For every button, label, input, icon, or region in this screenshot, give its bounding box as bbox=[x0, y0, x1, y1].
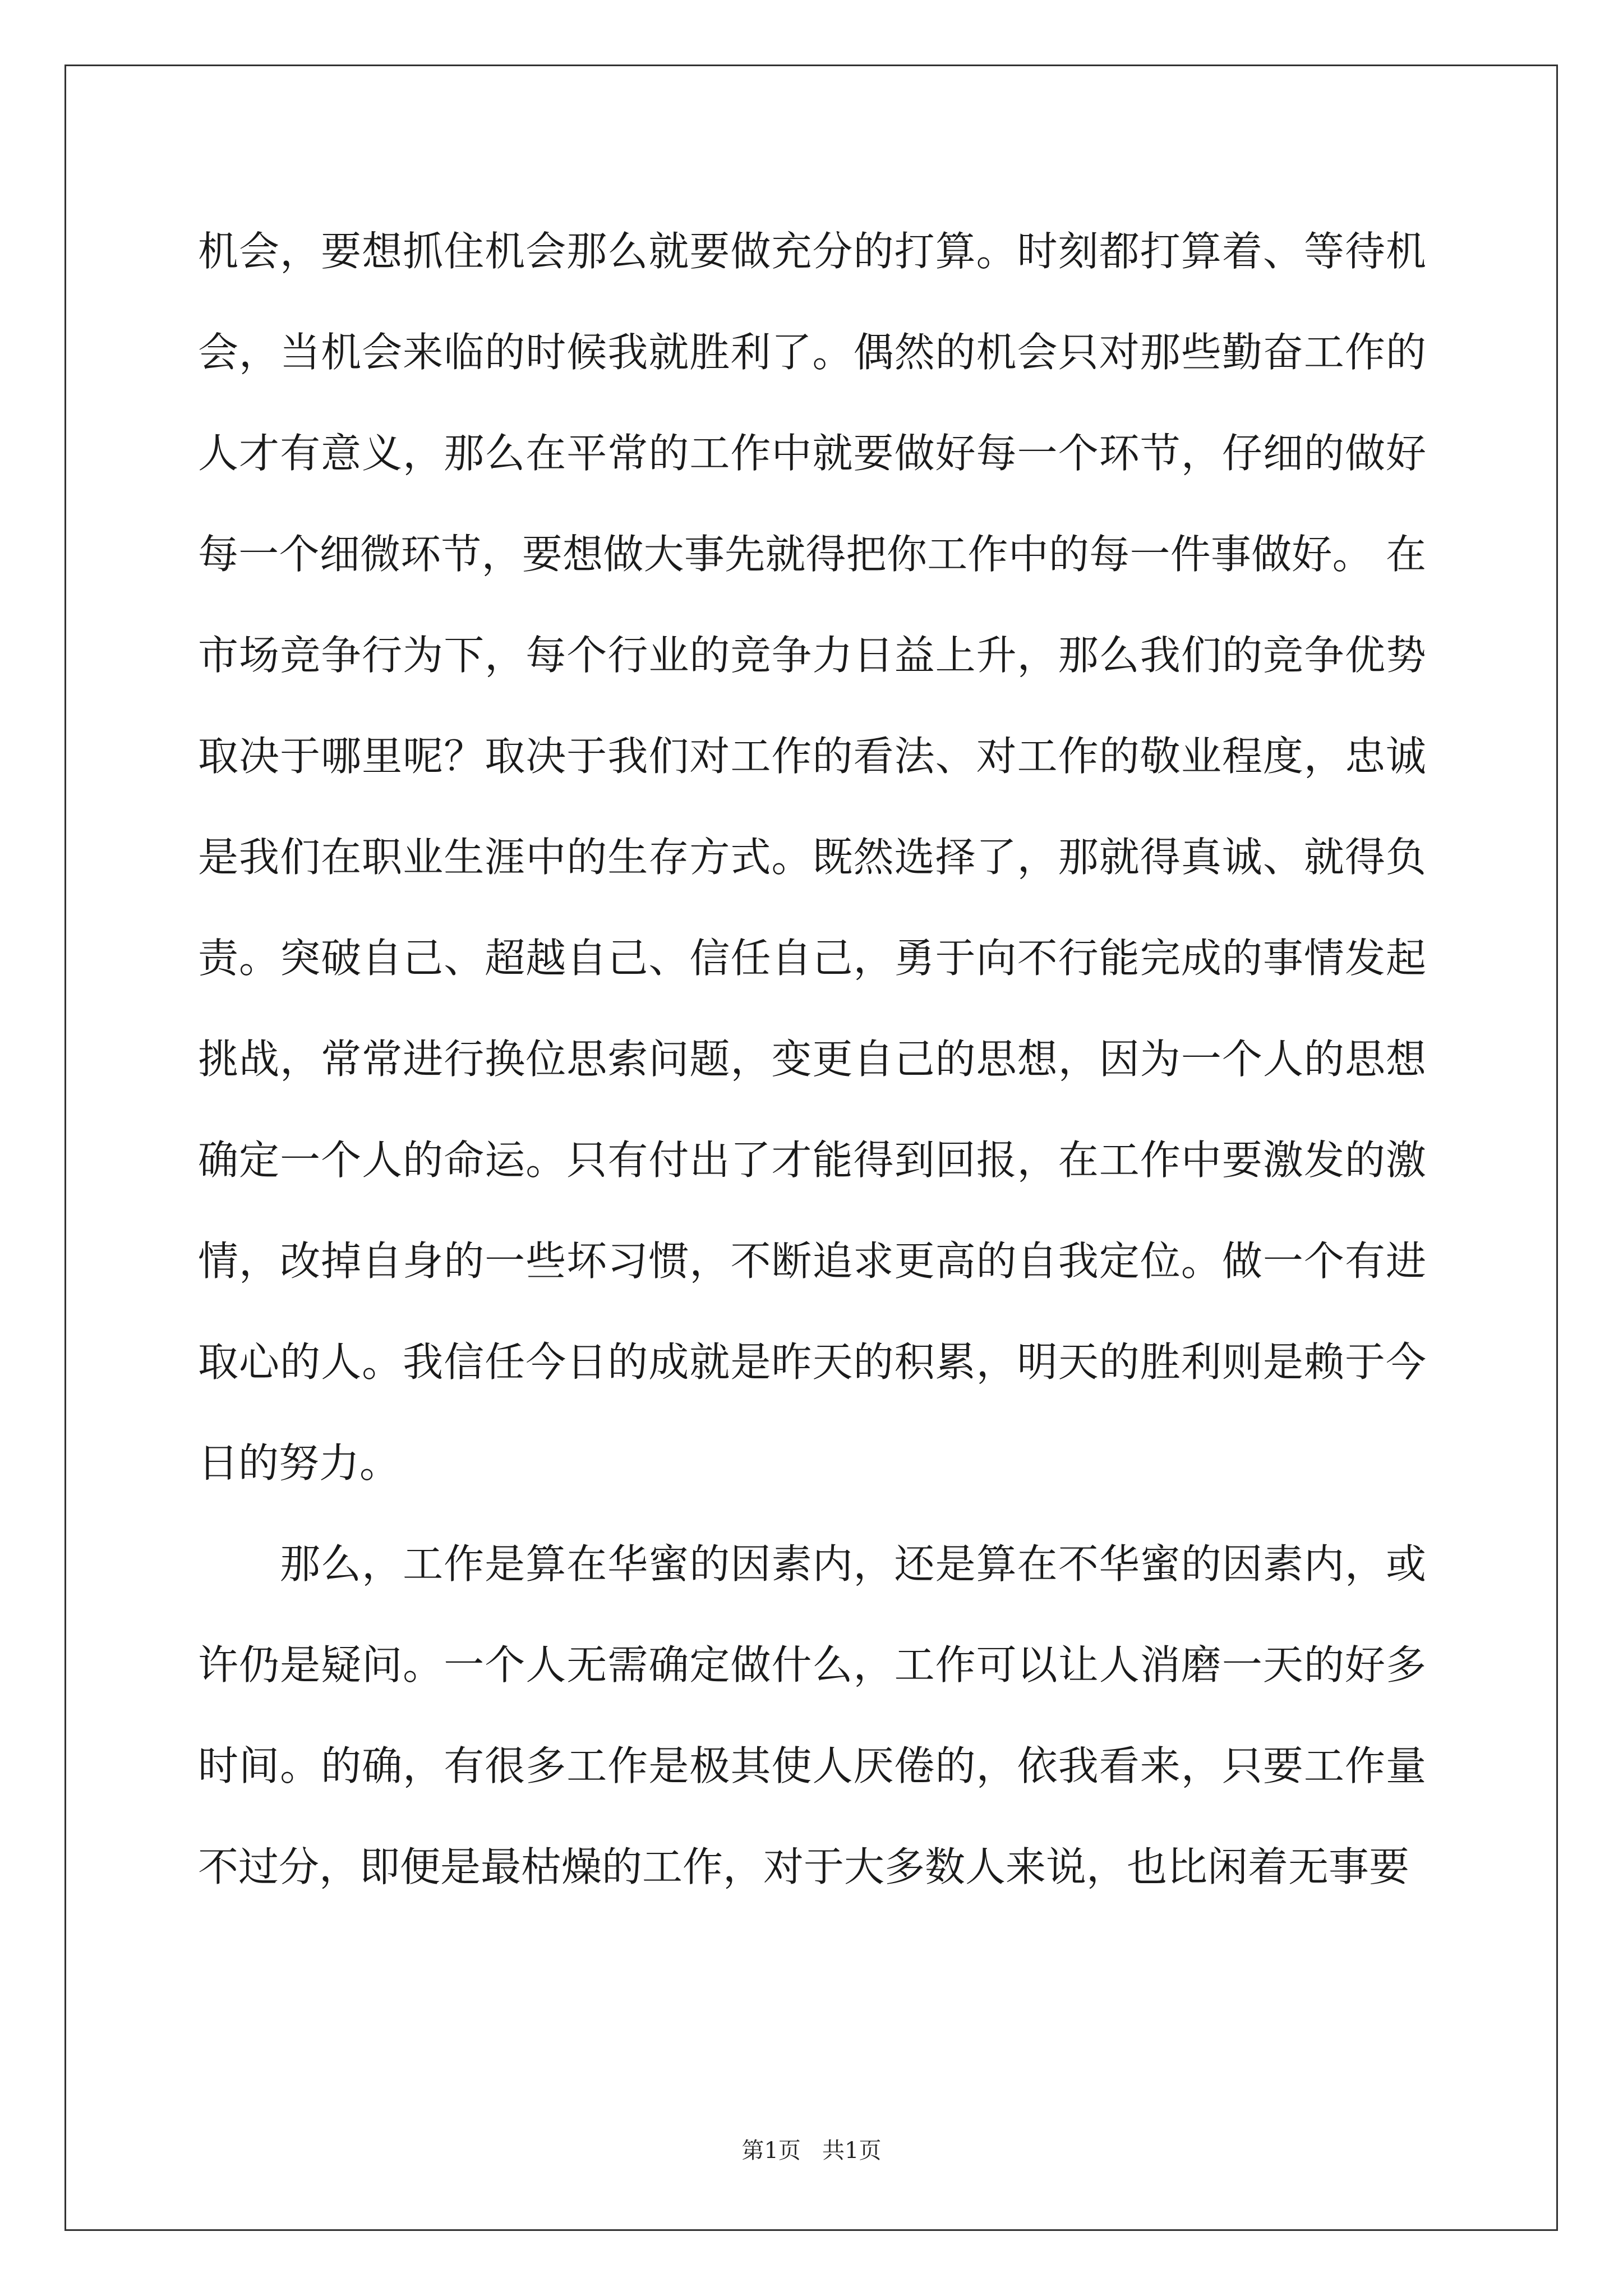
page-number-footer: 第1页 共1页 bbox=[741, 2138, 882, 2164]
paragraph-2: 那么，工作是算在华蜜的因素内，还是算在不华蜜的因素内，或许仍是疑问。一个人无需确定做什么，工作可以让人消磨一天的好多时间。的确，有很多工作是极其使人厌倦的，依我看来，只要工作量不过分，即便是最枯燥的工作，对于大多数人来说，也比闲着无事要 bbox=[198, 1540, 1426, 1890]
document-body bbox=[198, 201, 1426, 1917]
paragraph-1: 机会，要想抓住机会那么就要做充分的打算。时刻都打算着、等待机会，当机会来临的时候我就胜利了。偶然的机会只对那些勤奋工作的人才有意义，那么在平常的工作中就要做好每一个环节，仔细的做好每一个细微环节，要想做大事先就得把你工作中的每一件事做好。 在市场竞争行为下，每个行业的竞争力日益上升，那么我们的竞争优势取决于哪里呢？取决于我们对工作的看法、对工作的敬业程度，忠诚是我们在职业生涯中的生存方式。既然选择了，那就得真诚、就得负责。突破自己、超越自己、信任自己，勇于向不行能完成的事情发起挑战，常常进行换位思索问题，变更自己的思想，因为一个人的思想确定一个人的命运。只有付出了才能得到回报，在工作中要激发的激情，改掉自身的一些坏习惯，不断追求更高的自我定位。做一个有进取心的人。我信任今日的成就是昨天的积累，明天的胜利则是赖于今日的努力。 bbox=[198, 228, 1426, 1487]
